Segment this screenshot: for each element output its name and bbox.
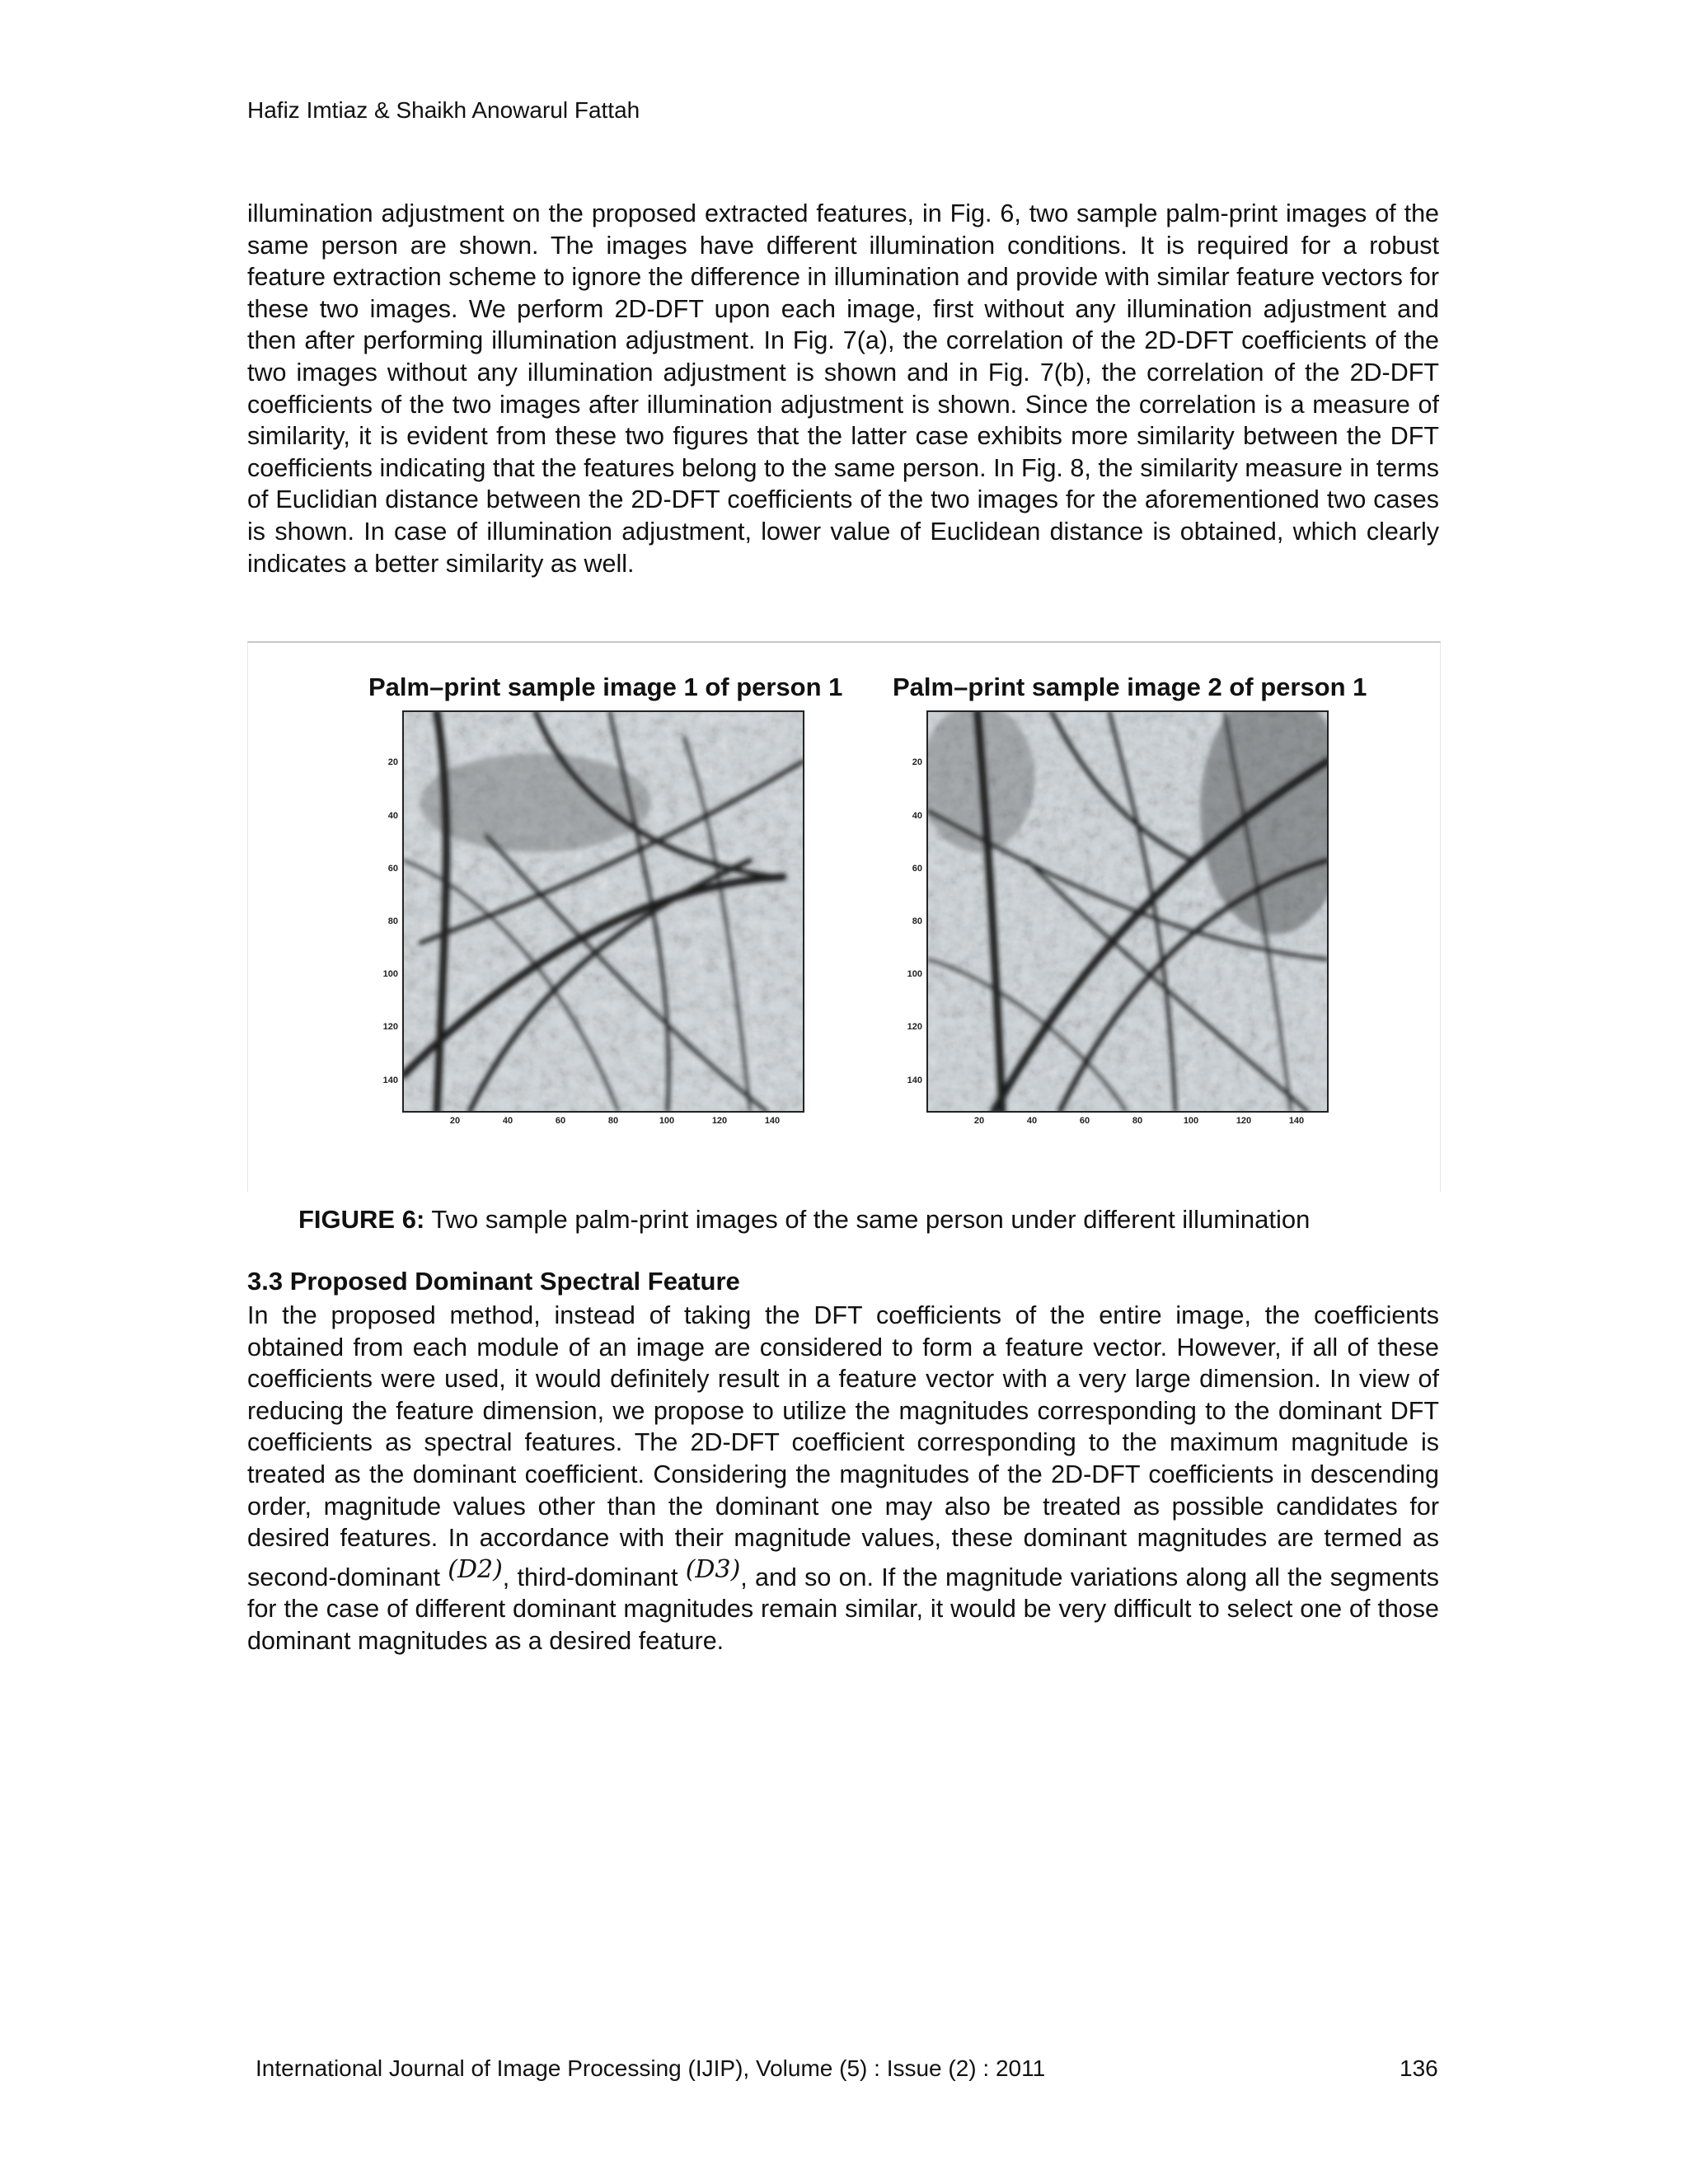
y-tick: 100: [382, 969, 398, 979]
palm-image-1: [402, 710, 804, 1113]
y-tick: 120: [907, 1022, 922, 1032]
journal-footer: International Journal of Image Processing (IJIP), Volume (5) : Issue (2) : 2011: [256, 2055, 1046, 2081]
y-tick: 140: [907, 1076, 922, 1085]
x-tick: 100: [659, 1116, 675, 1126]
x-tick: 60: [1079, 1116, 1090, 1126]
palm-texture-2: [928, 712, 1327, 1111]
math-d2: (D2): [448, 1554, 503, 1584]
caption-text: Two sample palm-print images of the same person under different illumination: [424, 1205, 1311, 1234]
panel-title-2: Palm–print sample image 2 of person 1: [893, 673, 1367, 701]
y-tick: 60: [387, 864, 398, 874]
x-tick: 20: [973, 1116, 985, 1126]
y-tick: 80: [912, 916, 922, 926]
x-tick: 140: [1288, 1116, 1305, 1126]
body-paragraph-2: [247, 1300, 1439, 1657]
x-tick: 120: [711, 1116, 728, 1126]
figure-6: [247, 641, 1441, 1192]
x-tick: 20: [449, 1116, 461, 1126]
y-tick: 120: [382, 1022, 398, 1032]
x-tick: 80: [607, 1116, 619, 1126]
body-paragraph-1: illumination adjustment on the proposed extracted features, in Fig. 6, two sample palm-print images of the same person are shown. The images have different illumination conditions. It is required for a robust feature extraction scheme to ignore the difference in illumination and provide with similar feature vectors for these two images. We perform 2D-DFT upon each image, first without any illumination adjustment and then after performing illumination adjustment. In Fig. 7(a), the correlation of the 2D-DFT coefficients of the two images without any illumination adjustment is shown and in Fig. 7(b), the correlation of the 2D-DFT coefficients of the two images after illumination adjustment is shown. Since the correlation is a measure of similarity, it is evident from these two figures that the latter case exhibits more similarity between the DFT coefficients indicating that the features belong to the same person. In Fig. 8, the similarity measure in terms of Euclidian distance between the 2D-DFT coefficients of the two images for the aforementioned two cases is shown. In case of illumination adjustment, lower value of Euclidean distance is obtained, which clearly indicates a better similarity as well.: [247, 199, 1439, 578]
y-tick: 140: [382, 1076, 398, 1085]
caption-label: FIGURE 6:: [298, 1205, 425, 1234]
paragraph-2-part-1: In the proposed method, instead of taking the DFT coefficients of the entire image, the coefficients obtained from each module of an image are considered to form a feature vector. However, if all of these coefficients were used, it would definitely result in a feature vector with a very large dimension. In view of reducing the feature dimension, we propose to utilize the magnitudes corresponding to the dominant DFT coefficients as spectral features. The 2D-DFT coefficient corresponding to the maximum magnitude is treated as the dominant coefficient. Considering the magnitudes of the 2D-DFT coefficients in descending order, magnitude values other than the dominant one may also be treated as possible candidates for desired features. In accordance with their magnitude values, these dominant magnitudes are termed as second-dominant: [247, 1301, 1439, 1591]
math-d3: (D3): [685, 1554, 741, 1584]
section-heading: 3.3 Proposed Dominant Spectral Feature: [247, 1267, 740, 1296]
y-tick: 100: [907, 969, 922, 979]
panel-title-1: Palm–print sample image 1 of person 1: [368, 673, 843, 701]
y-tick: 80: [387, 916, 398, 926]
page-number: 136: [1400, 2055, 1438, 2081]
y-tick: 40: [387, 811, 398, 821]
palm-texture-1: [404, 712, 803, 1111]
x-tick: 120: [1236, 1116, 1252, 1126]
palm-image-2: [926, 710, 1329, 1113]
y-tick: 20: [387, 757, 398, 767]
x-tick: 80: [1132, 1116, 1143, 1126]
figure-caption: [298, 1205, 1310, 1235]
x-tick: 140: [764, 1116, 781, 1126]
y-tick: 20: [912, 757, 922, 767]
paragraph-2-part-3: , and so on. If the magnitude variations along all the segments for the case of different dominant magnitudes remain similar, it would be very difficult to select one of those dominant magnitudes as a desired feature.: [247, 1563, 1439, 1655]
y-tick: 40: [912, 811, 922, 821]
running-header: Hafiz Imtiaz & Shaikh Anowarul Fattah: [247, 97, 640, 123]
x-tick: 40: [1026, 1116, 1038, 1126]
x-tick: 100: [1183, 1116, 1199, 1126]
y-tick: 60: [912, 864, 922, 874]
paragraph-2-part-2: , third-dominant: [502, 1563, 686, 1591]
x-tick: 40: [502, 1116, 513, 1126]
x-tick: 60: [555, 1116, 566, 1126]
